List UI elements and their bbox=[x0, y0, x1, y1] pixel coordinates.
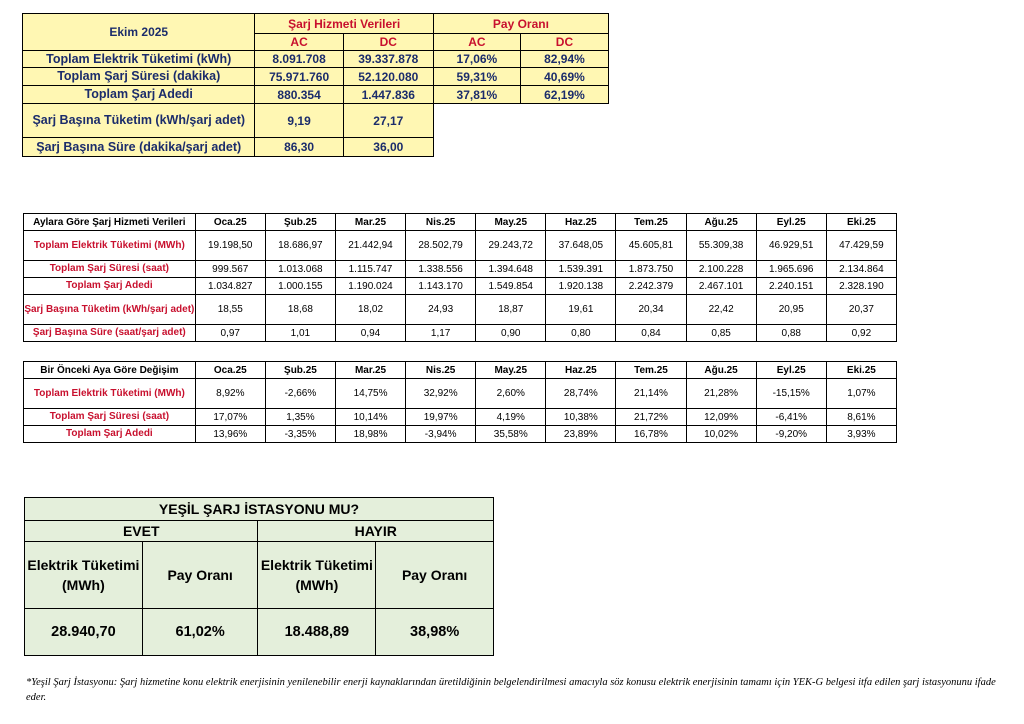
row-label: Şarj Başına Tüketim (kWh/şarj adet) bbox=[24, 295, 196, 325]
cell: 4,19% bbox=[476, 409, 546, 426]
dc-value: 39.337.878 bbox=[343, 51, 433, 68]
cell: 0,90 bbox=[476, 325, 546, 342]
summary-row bbox=[23, 86, 609, 104]
cell: 0,88 bbox=[756, 325, 826, 342]
cell: 13,96% bbox=[195, 426, 265, 443]
row-label: Toplam Şarj Adedi bbox=[24, 278, 196, 295]
cell: 1.338.556 bbox=[406, 261, 476, 278]
month-header: Oca.25 bbox=[195, 214, 265, 231]
row-label: Toplam Elektrik Tüketimi (MWh) bbox=[24, 231, 196, 261]
cell: -6,41% bbox=[756, 409, 826, 426]
cell: 3,93% bbox=[826, 426, 896, 443]
cell: 18,87 bbox=[476, 295, 546, 325]
ac-value: 8.091.708 bbox=[255, 51, 343, 68]
yes-consumption-value: 28.940,70 bbox=[25, 609, 143, 656]
cell: 2.100.228 bbox=[686, 261, 756, 278]
month-header: May.25 bbox=[476, 214, 546, 231]
cell: 10,38% bbox=[546, 409, 616, 426]
green-station-table bbox=[24, 497, 494, 656]
ac-value: 9,19 bbox=[255, 104, 343, 138]
cell: 55.309,38 bbox=[686, 231, 756, 261]
month-header: May.25 bbox=[476, 362, 546, 379]
row-label: Toplam Elektrik Tüketimi (kWh) bbox=[23, 51, 255, 68]
cell: 1,35% bbox=[265, 409, 335, 426]
summary-row bbox=[23, 51, 609, 68]
table-row bbox=[24, 426, 897, 443]
cell: 1,17 bbox=[406, 325, 476, 342]
table-row bbox=[24, 409, 897, 426]
month-header: Oca.25 bbox=[195, 362, 265, 379]
month-header: Eki.25 bbox=[826, 214, 896, 231]
share-header: Pay Oranı bbox=[433, 14, 608, 34]
cell: 1.115.747 bbox=[335, 261, 405, 278]
month-header: Eyl.25 bbox=[756, 214, 826, 231]
cell: 0,92 bbox=[826, 325, 896, 342]
change-title: Bir Önceki Aya Göre Değişim bbox=[24, 362, 196, 379]
row-label: Toplam Şarj Adedi bbox=[24, 426, 196, 443]
service-header: Şarj Hizmeti Verileri bbox=[255, 14, 433, 34]
no-consumption-value: 18.488,89 bbox=[258, 609, 376, 656]
cell: 1.873.750 bbox=[616, 261, 686, 278]
no-share-header: Pay Oranı bbox=[376, 542, 494, 609]
cell: 999.567 bbox=[195, 261, 265, 278]
no-share-value: 38,98% bbox=[376, 609, 494, 656]
cell: 46.929,51 bbox=[756, 231, 826, 261]
share-ac-value: 37,81% bbox=[433, 86, 520, 104]
summary-row bbox=[23, 68, 609, 86]
dc-value: 1.447.836 bbox=[343, 86, 433, 104]
cell: 17,07% bbox=[195, 409, 265, 426]
cell: -2,66% bbox=[265, 379, 335, 409]
table-row bbox=[24, 261, 897, 278]
cell: -3,94% bbox=[406, 426, 476, 443]
cell: 0,97 bbox=[195, 325, 265, 342]
cell: 0,84 bbox=[616, 325, 686, 342]
ac-value: 75.971.760 bbox=[255, 68, 343, 86]
cell: 24,93 bbox=[406, 295, 476, 325]
row-label: Toplam Şarj Adedi bbox=[23, 86, 255, 104]
row-label: Şarj Başına Tüketim (kWh/şarj adet) bbox=[23, 104, 255, 138]
month-header: Tem.25 bbox=[616, 362, 686, 379]
row-label: Toplam Şarj Süresi (saat) bbox=[24, 409, 196, 426]
month-header: Ağu.25 bbox=[686, 362, 756, 379]
cell: 10,02% bbox=[686, 426, 756, 443]
green-title: YEŞİL ŞARJ İSTASYONU MU? bbox=[25, 498, 494, 521]
month-header: Haz.25 bbox=[546, 214, 616, 231]
dc-value: 52.120.080 bbox=[343, 68, 433, 86]
share-ac-header: AC bbox=[433, 34, 520, 51]
month-header: Haz.25 bbox=[546, 362, 616, 379]
cell: 1,01 bbox=[265, 325, 335, 342]
cell: 21,72% bbox=[616, 409, 686, 426]
cell: 23,89% bbox=[546, 426, 616, 443]
month-header: Şub.25 bbox=[265, 214, 335, 231]
cell: 22,42 bbox=[686, 295, 756, 325]
ac-value: 880.354 bbox=[255, 86, 343, 104]
table-row bbox=[24, 231, 897, 261]
cell: 20,37 bbox=[826, 295, 896, 325]
cell: 29.243,72 bbox=[476, 231, 546, 261]
no-header: HAYIR bbox=[258, 521, 494, 542]
dc-value: 36,00 bbox=[343, 138, 433, 157]
cell: 0,80 bbox=[546, 325, 616, 342]
cell: 21,14% bbox=[616, 379, 686, 409]
dc-value: 27,17 bbox=[343, 104, 433, 138]
cell: 2.240.151 bbox=[756, 278, 826, 295]
cell: 47.429,59 bbox=[826, 231, 896, 261]
row-label: Şarj Başına Süre (dakika/şarj adet) bbox=[23, 138, 255, 157]
month-header: Eki.25 bbox=[826, 362, 896, 379]
month-header: Mar.25 bbox=[335, 214, 405, 231]
month-header: Eyl.25 bbox=[756, 362, 826, 379]
cell: 28,74% bbox=[546, 379, 616, 409]
cell: 18,02 bbox=[335, 295, 405, 325]
share-ac-value: 59,31% bbox=[433, 68, 520, 86]
cell: 18,68 bbox=[265, 295, 335, 325]
cell: 1.143.170 bbox=[406, 278, 476, 295]
month-header: Şub.25 bbox=[265, 362, 335, 379]
cell: 8,92% bbox=[195, 379, 265, 409]
cell: 1.920.138 bbox=[546, 278, 616, 295]
no-consumption-header: Elektrik Tüketimi (MWh) bbox=[258, 542, 376, 609]
cell: 14,75% bbox=[335, 379, 405, 409]
yes-share-header: Pay Oranı bbox=[142, 542, 258, 609]
cell: 10,14% bbox=[335, 409, 405, 426]
cell: 1.549.854 bbox=[476, 278, 546, 295]
cell: 8,61% bbox=[826, 409, 896, 426]
row-label: Toplam Şarj Süresi (saat) bbox=[24, 261, 196, 278]
yes-share-value: 61,02% bbox=[142, 609, 258, 656]
cell: 2.328.190 bbox=[826, 278, 896, 295]
cell: 1.965.696 bbox=[756, 261, 826, 278]
cell: -9,20% bbox=[756, 426, 826, 443]
summary-row bbox=[23, 104, 609, 138]
monthly-title: Aylara Göre Şarj Hizmeti Verileri bbox=[24, 214, 196, 231]
cell: 35,58% bbox=[476, 426, 546, 443]
cell: -15,15% bbox=[756, 379, 826, 409]
monthly-table bbox=[23, 213, 897, 342]
table-row bbox=[24, 325, 897, 342]
yes-consumption-header: Elektrik Tüketimi (MWh) bbox=[25, 542, 143, 609]
share-dc-header: DC bbox=[520, 34, 608, 51]
cell: 1.190.024 bbox=[335, 278, 405, 295]
cell: 19.198,50 bbox=[195, 231, 265, 261]
cell: 18.686,97 bbox=[265, 231, 335, 261]
month-header: Nis.25 bbox=[406, 362, 476, 379]
cell: -3,35% bbox=[265, 426, 335, 443]
share-dc-value: 82,94% bbox=[520, 51, 608, 68]
row-label: Toplam Elektrik Tüketimi (MWh) bbox=[24, 379, 196, 409]
empty-cell bbox=[433, 104, 608, 157]
dc-header: DC bbox=[343, 34, 433, 51]
table-row bbox=[24, 295, 897, 325]
cell: 21.442,94 bbox=[335, 231, 405, 261]
share-ac-value: 17,06% bbox=[433, 51, 520, 68]
cell: 37.648,05 bbox=[546, 231, 616, 261]
cell: 1.034.827 bbox=[195, 278, 265, 295]
cell: 2.134.864 bbox=[826, 261, 896, 278]
cell: 1.539.391 bbox=[546, 261, 616, 278]
table-row bbox=[24, 278, 897, 295]
cell: 20,95 bbox=[756, 295, 826, 325]
cell: 28.502,79 bbox=[406, 231, 476, 261]
cell: 2.242.379 bbox=[616, 278, 686, 295]
summary-table bbox=[22, 13, 609, 157]
cell: 18,55 bbox=[195, 295, 265, 325]
cell: 12,09% bbox=[686, 409, 756, 426]
summary-period: Ekim 2025 bbox=[23, 14, 255, 51]
share-dc-value: 40,69% bbox=[520, 68, 608, 86]
cell: 20,34 bbox=[616, 295, 686, 325]
cell: 18,98% bbox=[335, 426, 405, 443]
cell: 0,94 bbox=[335, 325, 405, 342]
cell: 1.013.068 bbox=[265, 261, 335, 278]
change-table bbox=[23, 361, 897, 443]
month-header: Mar.25 bbox=[335, 362, 405, 379]
share-dc-value: 62,19% bbox=[520, 86, 608, 104]
cell: 32,92% bbox=[406, 379, 476, 409]
cell: 16,78% bbox=[616, 426, 686, 443]
month-header: Nis.25 bbox=[406, 214, 476, 231]
cell: 19,61 bbox=[546, 295, 616, 325]
cell: 21,28% bbox=[686, 379, 756, 409]
cell: 1,07% bbox=[826, 379, 896, 409]
table-row bbox=[24, 379, 897, 409]
cell: 1.000.155 bbox=[265, 278, 335, 295]
ac-value: 86,30 bbox=[255, 138, 343, 157]
cell: 2.467.101 bbox=[686, 278, 756, 295]
yes-header: EVET bbox=[25, 521, 258, 542]
ac-header: AC bbox=[255, 34, 343, 51]
cell: 0,85 bbox=[686, 325, 756, 342]
footnote: *Yeşil Şarj İstasyonu: Şarj hizmetine konu elektrik enerjisinin yenilenebilir enerji kaynaklarından üretildiğinin belgelendirilmesi amacıyla söz konusu elektrik enerjisinin tamamı için YEK-G belgesi itfa edilen şarj istasyonunu ifade eder. bbox=[26, 677, 996, 703]
month-header: Ağu.25 bbox=[686, 214, 756, 231]
row-label: Toplam Şarj Süresi (dakika) bbox=[23, 68, 255, 86]
cell: 1.394.648 bbox=[476, 261, 546, 278]
month-header: Tem.25 bbox=[616, 214, 686, 231]
cell: 19,97% bbox=[406, 409, 476, 426]
row-label: Şarj Başına Süre (saat/şarj adet) bbox=[24, 325, 196, 342]
cell: 45.605,81 bbox=[616, 231, 686, 261]
cell: 2,60% bbox=[476, 379, 546, 409]
